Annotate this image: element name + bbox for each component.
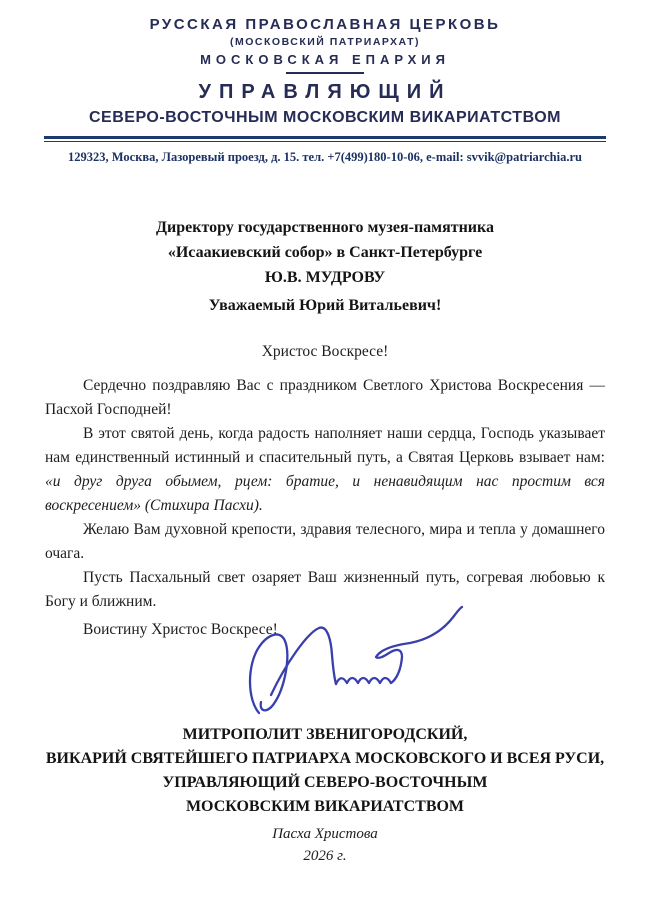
pascha-label: Пасха Христова [272, 826, 378, 842]
paschal-greeting: Христос Воскресе! [261, 343, 389, 360]
letterhead [0, 0, 650, 127]
addressee-line-2: «Исаакиевский собор» в Санкт-Петербурге [167, 244, 483, 261]
date-block [0, 823, 650, 867]
contact-info: 129323, Москва, Лазоревый проезд, д. 15. тел. +7(499)180-10-06, e-mail: svvik@patriarchia.ru [68, 150, 582, 164]
eparchy-name: МОСКОВСКАЯ ЕПАРХИЯ [200, 52, 450, 67]
paragraph-2-quote: «и друг друга обымем, рцем: братие, и ненавидящим нас простим вся воскресением» (Стихира Пасхи). [45, 473, 605, 514]
closing-line: Воистину Христос Воскресе! [83, 621, 278, 638]
paragraph-1: Сердечно поздравляю Вас с праздником Светлого Христова Воскресения — Пасхой Господней! [45, 377, 605, 418]
signer-line-4: МОСКОВСКИМ ВИКАРИАТСТВОМ [185, 798, 465, 815]
signature-image [235, 595, 465, 717]
office-title: УПРАВЛЯЮЩИЙ [198, 81, 452, 103]
year-label: 2026 г. [303, 848, 347, 864]
letterhead-rule [44, 136, 606, 142]
paragraph-2-text: В этот святой день, когда радость наполняет наши сердца, Господь указывает нам единственный истинный и спасительный путь, а Святая Церковь взывает нам: [45, 425, 605, 466]
letterhead-divider [286, 72, 364, 74]
church-name: РУССКАЯ ПРАВОСЛАВНАЯ ЦЕРКОВЬ [149, 16, 501, 33]
signature-flourish [336, 607, 462, 684]
signer-line-3: УПРАВЛЯЮЩИЙ СЕВЕРО-ВОСТОЧНЫМ [162, 774, 488, 791]
letter-body [45, 374, 605, 614]
paragraph-3: Желаю Вам духовной крепости, здравия телесного, мира и тепла у домашнего очага. [45, 521, 605, 562]
addressee-line-3: Ю.В. МУДРОВУ [264, 269, 386, 286]
addressee-block [0, 215, 650, 290]
signer-line-1: МИТРОПОЛИТ ЗВЕНИГОРОДСКИЙ, [182, 726, 468, 743]
paragraph-2 [45, 422, 605, 518]
signature-spike [271, 628, 336, 695]
addressee-line-1: Директору государственного музея-памятника [156, 219, 494, 236]
signer-block [0, 723, 650, 819]
vicariate-title: СЕВЕРО-ВОСТОЧНЫМ МОСКОВСКИМ ВИКАРИАТСТВОМ [88, 109, 561, 126]
patriarchate-name: (МОСКОВСКИЙ ПАТРИАРХАТ) [230, 36, 420, 48]
paragraph-4: Пусть Пасхальный свет озаряет Ваш жизненный путь, согревая любовью к Богу и ближним. [45, 569, 605, 610]
salutation: Уважаемый Юрий Витальевич! [208, 297, 442, 314]
signer-line-2: ВИКАРИЙ СВЯТЕЙШЕГО ПАТРИАРХА МОСКОВСКОГО И ВСЕЯ РУСИ, [45, 750, 605, 767]
